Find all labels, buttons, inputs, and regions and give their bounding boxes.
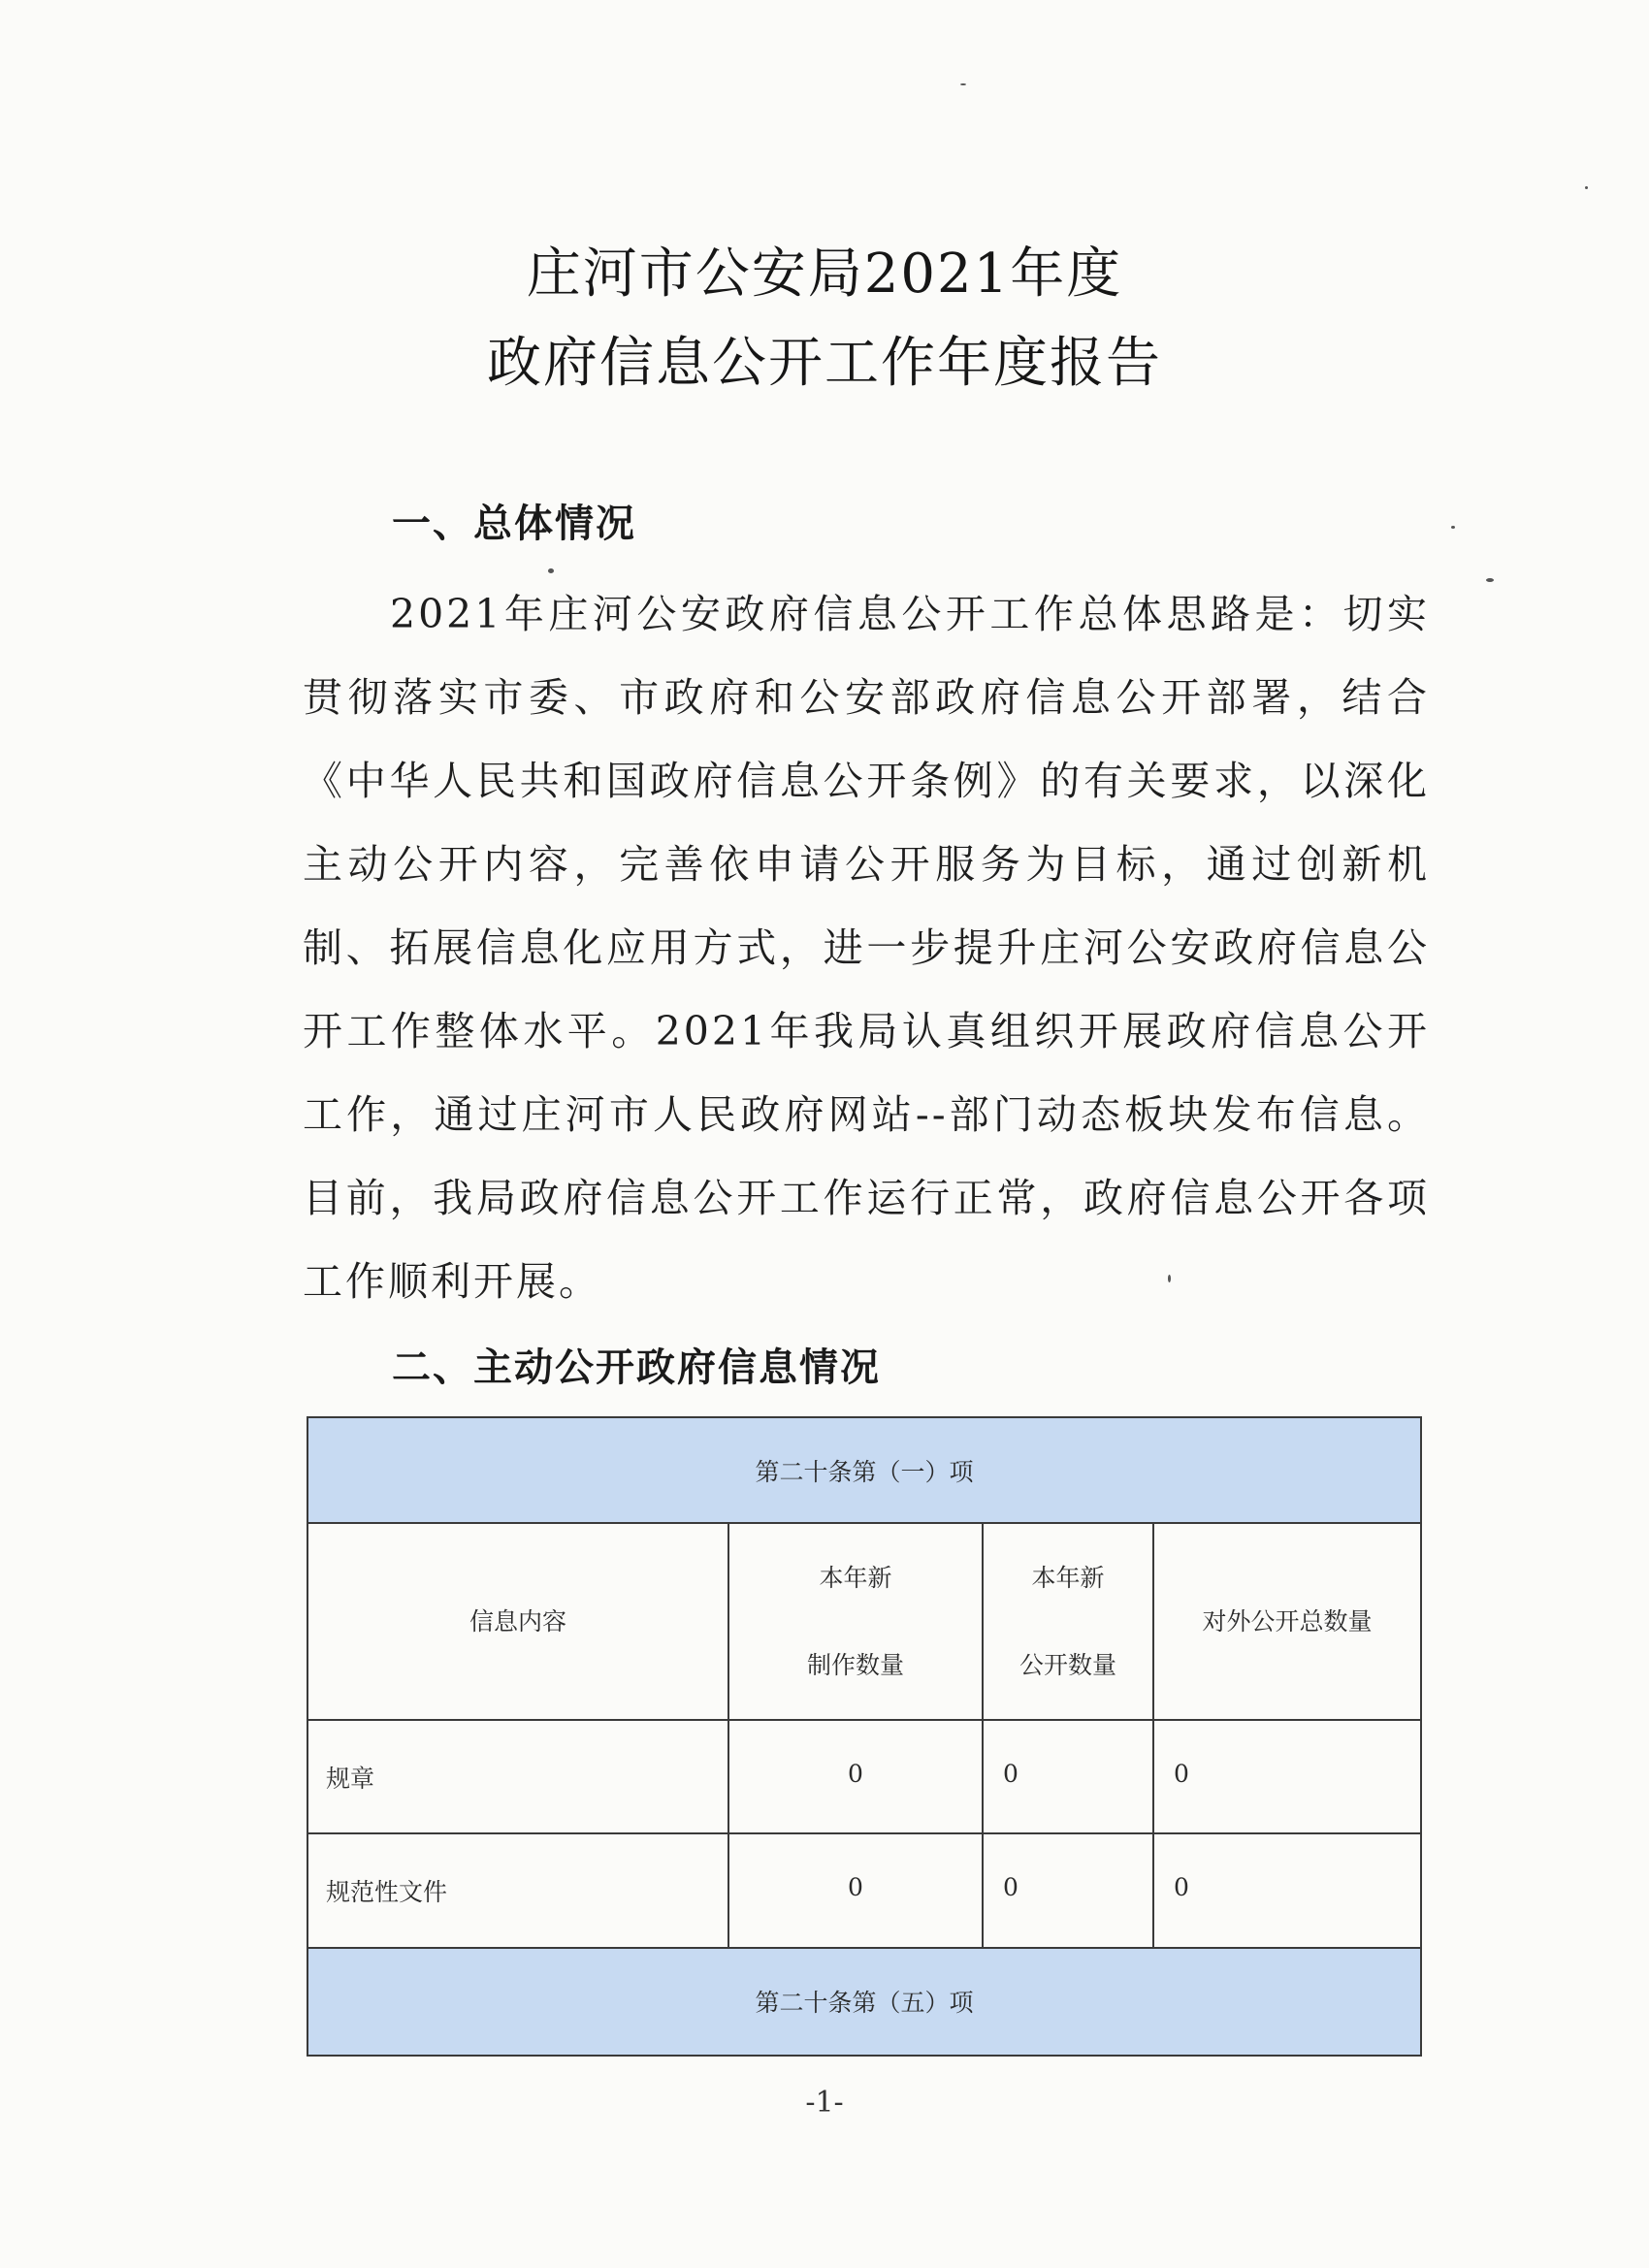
row-published-count: 0 <box>983 1720 1153 1833</box>
header-new-public-count <box>983 1523 1153 1719</box>
scan-speck <box>548 568 554 573</box>
row-total-count: 0 <box>1153 1833 1421 1947</box>
header-total-public-count: 对外公开总数量 <box>1153 1523 1421 1719</box>
report-title-line-1: 庄河市公安局2021年度 <box>526 243 1123 306</box>
row-published-count: 0 <box>983 1833 1153 1947</box>
header-info-content: 信息内容 <box>307 1523 728 1719</box>
row-label: 规范性文件 <box>307 1833 728 1947</box>
header-new-public-line-2: 公开数量 <box>1018 1650 1116 1679</box>
table-band-article-20-1: 第二十条第（一）项 <box>307 1417 1421 1523</box>
report-title-line-2: 政府信息公开工作年度报告 <box>487 332 1162 395</box>
header-new-made-count <box>728 1523 983 1719</box>
table-header-row <box>307 1523 1421 1719</box>
scan-speck <box>1585 186 1588 189</box>
table-band-article-20-5: 第二十条第（五）项 <box>307 1948 1421 2056</box>
table-row <box>307 1833 1421 1947</box>
table-row <box>307 1720 1421 1833</box>
row-label: 规章 <box>307 1720 728 1833</box>
row-made-count: 0 <box>728 1720 983 1833</box>
header-new-public-line-1: 本年新 <box>1031 1563 1105 1592</box>
row-made-count: 0 <box>728 1833 983 1947</box>
header-new-made-line-2: 制作数量 <box>806 1650 904 1679</box>
scan-speck <box>1486 578 1494 582</box>
scan-speck <box>960 83 966 85</box>
disclosure-table <box>307 1416 1422 2057</box>
header-new-made-line-1: 本年新 <box>819 1563 892 1592</box>
page-number: -1- <box>805 2086 844 2120</box>
section-1-paragraph: 2021年庄河公安政府信息公开工作总体思路是：切实贯彻落实市委、市政府和公安部政府信息公开部署，结合《中华人民共和国政府信息公开条例》的有关要求，以深化主动公开内容，完善依申请公开服务为目标，通过创新机制、拓展信息化应用方式，进一步提升庄河公安政府信息公开工作整体水平。2021年我局认真组织开展政府信息公开工作，通过庄河市人民政府网站--部门动态板块发布信息。目前，我局政府信息公开工作运行正常，政府信息公开各项工作顺利开展。 <box>303 591 1430 1305</box>
section-2-heading: 二、主动公开政府信息情况 <box>392 1345 881 1390</box>
scan-speck <box>1451 526 1455 529</box>
scan-speck <box>1168 1275 1171 1282</box>
section-1-heading: 一、总体情况 <box>392 502 636 546</box>
row-total-count: 0 <box>1153 1720 1421 1833</box>
